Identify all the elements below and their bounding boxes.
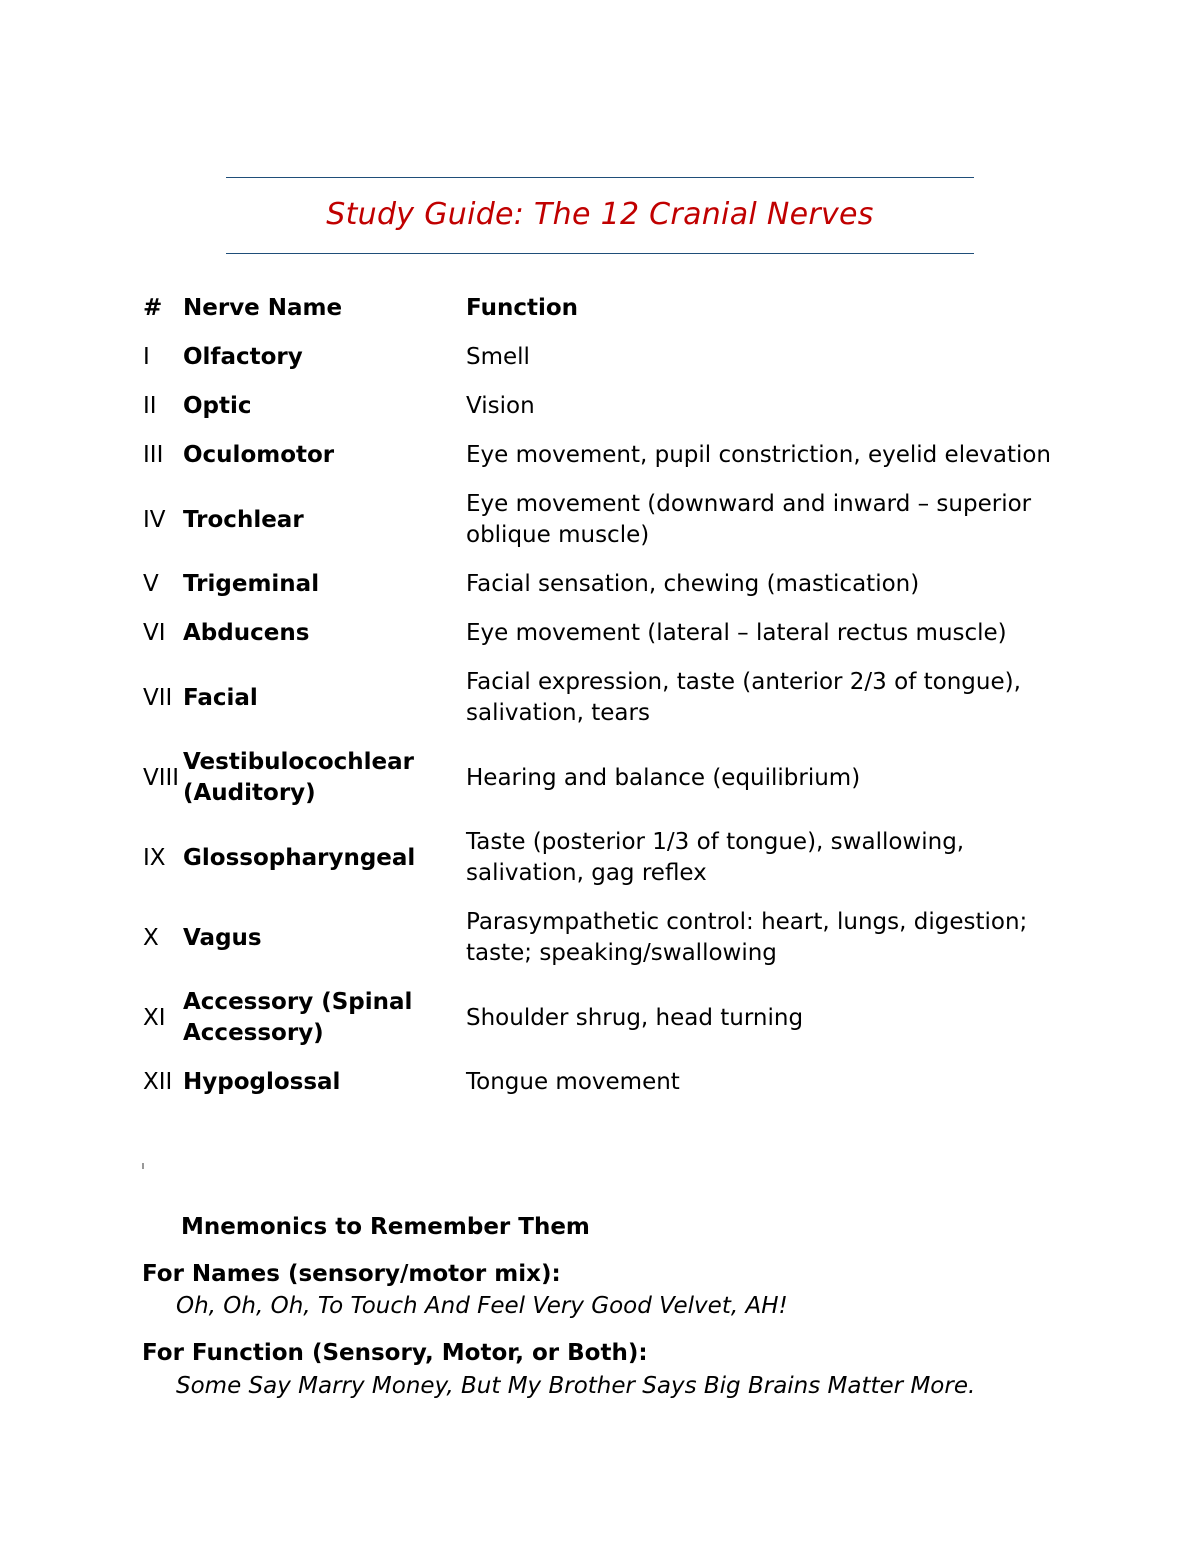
nerve-function: Tongue movement: [466, 1069, 680, 1095]
names-mnemonic-label: For Names (sensory/motor mix):: [142, 1261, 561, 1287]
cranial-nerves-table: [141, 285, 1056, 1107]
nerve-function: Smell: [466, 344, 530, 370]
table-row: [141, 738, 1056, 818]
nerve-name: Optic: [183, 393, 252, 419]
nerve-function: Shoulder shrug, head turning: [466, 1004, 804, 1031]
nerve-name: Vestibulocochlear (Auditory): [183, 749, 415, 806]
nerve-number: XII: [143, 1069, 173, 1095]
nerve-number: II: [143, 393, 157, 419]
page-title: Study Guide: The 12 Cranial Nerves: [326, 197, 874, 232]
nerve-name: Glossopharyngeal: [183, 844, 416, 871]
nerve-name: Olfactory: [183, 344, 303, 370]
table-row: [141, 431, 1056, 480]
column-header-number: #: [143, 295, 163, 321]
table-row: [141, 818, 1056, 898]
table-row: [141, 1058, 1056, 1107]
table-row: [141, 382, 1056, 431]
table-row: [141, 480, 1056, 560]
table-row: [141, 609, 1056, 658]
nerve-function: Taste (posterior 1/3 of tongue), swallowing, salivation, gag reflex: [466, 829, 965, 886]
table-row: [141, 658, 1056, 738]
nerve-function: Parasympathetic control: heart, lungs, digestion; taste; speaking/swallowing: [466, 909, 1028, 966]
nerve-function: Facial sensation, chewing (mastication): [466, 571, 920, 597]
nerve-number: V: [143, 571, 159, 597]
nerve-number: VI: [143, 620, 166, 646]
nerve-number: I: [143, 344, 150, 370]
nerve-number: VIII: [143, 764, 180, 791]
table-row: [141, 333, 1056, 382]
column-header-nerve-name: Nerve Name: [183, 295, 343, 321]
title-rule-bottom: [226, 253, 974, 254]
nerve-name: Facial: [183, 684, 258, 711]
column-header-function: Function: [466, 295, 579, 321]
nerve-name: Vagus: [183, 924, 262, 951]
table-row: [141, 978, 1056, 1058]
names-mnemonic-text: Oh, Oh, Oh, To Touch And Feel Very Good Velvet, AH!: [176, 1293, 788, 1319]
function-mnemonic-label: For Function (Sensory, Motor, or Both):: [142, 1340, 648, 1366]
nerve-function: Eye movement (downward and inward – superior oblique muscle): [466, 491, 1032, 548]
table-row: [141, 898, 1056, 978]
nerve-function: Vision: [466, 393, 535, 419]
mnemonics-heading: Mnemonics to Remember Them: [181, 1214, 590, 1240]
nerve-function: Facial expression, taste (anterior 2/3 of tongue), salivation, tears: [466, 669, 1021, 726]
title-rule-top: [226, 177, 974, 178]
nerve-name: Hypoglossal: [183, 1069, 341, 1095]
nerve-name: Abducens: [183, 620, 310, 646]
nerve-name: Oculomotor: [183, 442, 335, 468]
nerve-function: Eye movement (lateral – lateral rectus muscle): [466, 620, 1007, 646]
function-mnemonic-text: Some Say Marry Money, But My Brother Says Big Brains Matter More.: [176, 1373, 976, 1399]
stray-mark: [142, 1163, 144, 1169]
nerve-number: VII: [143, 684, 173, 711]
nerve-name: Trochlear: [183, 506, 304, 533]
nerve-number: X: [143, 924, 159, 951]
table-header-row: [141, 285, 1056, 333]
nerve-name: Accessory (Spinal Accessory): [183, 989, 413, 1046]
table-row: [141, 560, 1056, 609]
nerve-number: XI: [143, 1004, 166, 1031]
nerve-number: IV: [143, 506, 166, 533]
nerve-function: Hearing and balance (equilibrium): [466, 764, 861, 791]
nerve-number: IX: [143, 844, 166, 871]
nerve-name: Trigeminal: [183, 571, 320, 597]
nerve-function: Eye movement, pupil constriction, eyelid elevation: [466, 442, 1052, 468]
nerve-number: III: [143, 442, 164, 468]
